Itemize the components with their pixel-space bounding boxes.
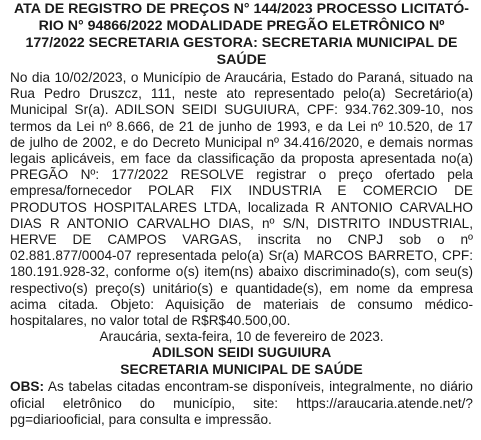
- signatory-role: SECRETARIA MUNICIPAL DE SAÚDE: [120, 361, 363, 377]
- obs-text: As tabelas citadas encontram-se disponíveis, integralmente, no diário oficial eletrônico do município, site: https://araucaria.atende.net/?pg=diariooficial, para consulta e impressão.: [10, 379, 473, 427]
- document-body: No dia 10/02/2023, o Município de Araucária, Estado do Paraná, situado na Rua Pedro Druszcz, 111, neste ato representado pelo(a) Secretário(a) Municipal Sr(a). ADILSON SEIDI SUGUIURA, CPF: 934.762.309-10, nos termos da Lei nº 8.666, de 21 de junho de 1993, e da Lei nº 10.520, de 17 de julho de 2002, e do Decreto Municipal nº 34.416/2020, e demais normas legais aplicáveis, em face da classificação da proposta apresentada no(a) PREGÃO Nº: 177/2022 RESOLVE registrar o preço ofertado pela empresa/fornecedor POLAR FIX INDUSTRIA E COMERCIO DE PRODUTOS HOSPITALARES LTDA, localizada R ANTONIO CARVALHO DIAS R ANTONIO CARVALHO DIAS, nº S/N, DISTRITO INDUSTRIAL, HERVE DE CAMPOS VARGAS, inscrita no CNPJ sob o nº 02.881.877/0004-07 representada pelo(a) Sr(a) MARCOS BARRETO, CPF: 180.191.928-32, conforme o(s) item(ns) abaixo discriminado(s), com seu(s) respectivo(s) preço(s) unitário(s) e quantidade(s), em nome da empresa acima citada. Objeto: Aquisição de materiais de consumo médico-hospitalares, no valor total de R$R$40.500,00.: [10, 70, 473, 329]
- document-title: ATA DE REGISTRO DE PREÇOS N° 144/2023 PROCESSO LICITATÓ-RIO N° 94866/2022 MODALIDADE PREGÃO ELETRÔNICO Nº 177/2022 SECRETARIA GESTORA: SECRETARIA MUNICIPAL DE SAÚDE: [13, 1, 470, 68]
- date-line: Araucária, sexta-feira, 10 de fevereiro de 2023.: [99, 329, 384, 345]
- obs-note: [10, 379, 473, 428]
- signatory-name: ADILSON SEIDI SUGUIURA: [151, 345, 332, 361]
- obs-label: OBS:: [10, 379, 44, 395]
